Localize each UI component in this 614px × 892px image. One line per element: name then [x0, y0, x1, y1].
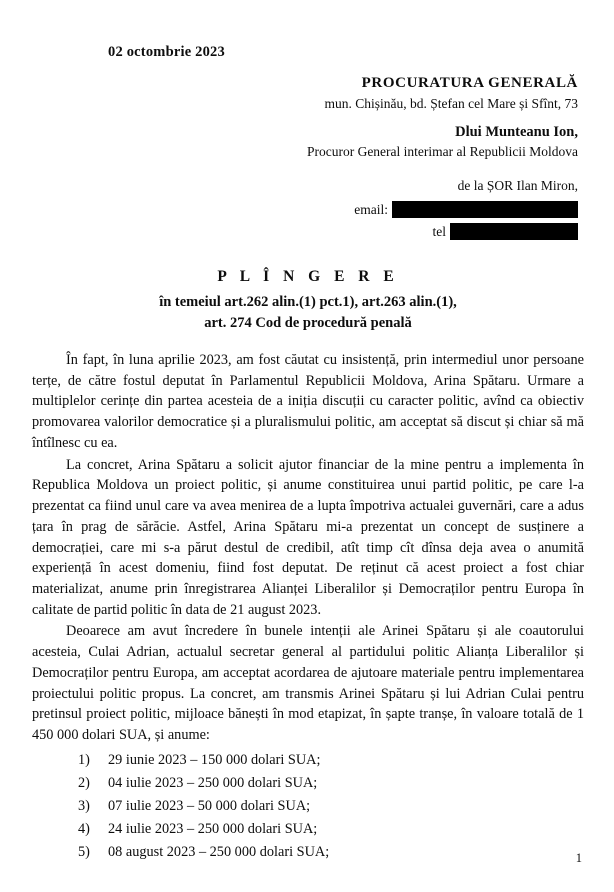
- legal-basis-line-2: art. 274 Cod de procedură penală: [204, 315, 412, 332]
- body-paragraph-3: Deoarece am avut încredere în bunele intenții ale Arinei Spătaru și ale coautorului acesteia, Culai Adrian, actualul secretar general al partidului politic Alianța Liberalilor și Democraților pentru Europa, am acceptat acordarea de ajutoare materiale pentru implementarea proiectului politic propus. La concret, am transmis Arinei Spătaru și lui Adrian Culai pentru pretinsul proiect politic, mijloace bănești în mod etapizat, în șapte tranșe, în valoare totală de 1 450 000 dolari SUA, și anume:: [32, 623, 584, 743]
- list-item-text: 07 iulie 2023 – 50 000 dolari SUA;: [108, 798, 311, 814]
- tel-redaction-bar: [450, 223, 578, 240]
- sender-tel-row: [32, 223, 578, 240]
- body-paragraph-2: La concret, Arina Spătaru a solicit ajutor financiar de la mine pentru a implementa în Republica Moldova un proiect politic, și anume constituirea unui partid politic, pe care l-a prezentat ca fiind unul care va avea menirea de a lupta împotriva actualei guvernări, care a adus țara în prag de sărăcie. Astfel, Arina Spătaru mi-a prezentat un concept de susținere a democrației, care mi s-a părut destul de credibil, atît timp cît dînsa deja avea o anumită experiență în acest domeniu, fiind fost deputat. De reținut că acest proiect a fost chiar materializat, anume prin înregistrarea Alianței Liberalilor și Democraților pentru Europa în calitate de partid politic în data de 21 august 2023.: [32, 456, 584, 618]
- list-item: [32, 841, 584, 864]
- list-item-number: 4): [78, 821, 90, 838]
- recipient-block: [32, 75, 584, 240]
- recipient-address: mun. Chișinău, bd. Ștefan cel Mare și Sfînt, 73: [324, 96, 578, 111]
- tel-label: tel: [432, 223, 446, 239]
- email-label: email:: [354, 201, 388, 217]
- sender-email-row: [32, 201, 578, 218]
- sender-from-line: de la ȘOR Ilan Miron,: [457, 178, 578, 193]
- document-date: 02 octombrie 2023: [108, 44, 225, 60]
- document-heading: P L Î N G E R E: [217, 268, 399, 285]
- list-item: [32, 772, 584, 795]
- list-item-number: 1): [78, 751, 90, 768]
- list-item-number: 2): [78, 774, 90, 791]
- list-item-number: 5): [78, 844, 90, 861]
- page-number: 1: [575, 851, 582, 865]
- list-item: [32, 795, 584, 818]
- recipient-position: Procuror General interimar al Republicii Moldova: [306, 144, 578, 159]
- list-item-text: 24 iulie 2023 – 250 000 dolari SUA;: [108, 821, 318, 838]
- payments-list: [32, 749, 584, 865]
- email-redaction-bar: [392, 201, 578, 218]
- list-item: [32, 749, 584, 772]
- list-item-text: 29 iunie 2023 – 150 000 dolari SUA;: [108, 751, 321, 768]
- list-item-text: 08 august 2023 – 250 000 dolari SUA;: [108, 844, 330, 861]
- legal-basis-line-1: în temeiul art.262 alin.(1) pct.1), art.263 alin.(1),: [159, 294, 457, 310]
- document-title-block: [32, 268, 584, 334]
- list-item-text: 04 iulie 2023 – 250 000 dolari SUA;: [108, 774, 318, 791]
- recipient-institution: PROCURATURA GENERALĂ: [361, 75, 578, 91]
- list-item-number: 3): [78, 798, 90, 814]
- body-paragraph-1: În fapt, în luna aprilie 2023, am fost căutat cu insistență, prin intermediul unor persoane terțe, de către fostul deputat în Parlamentul Republicii Moldova, Arina Spătaru. Urmare a multiplelor cerințe din partea acesteia de a iniția discuții cu caracter politic, avînd ca obiectiv promovarea valorilor democratice și a pluralismului politic, am acceptat să discut și chiar să mă întîlnesc cu ea.: [32, 352, 584, 451]
- list-item: [32, 818, 584, 841]
- recipient-person: Dlui Munteanu Ion,: [455, 124, 578, 140]
